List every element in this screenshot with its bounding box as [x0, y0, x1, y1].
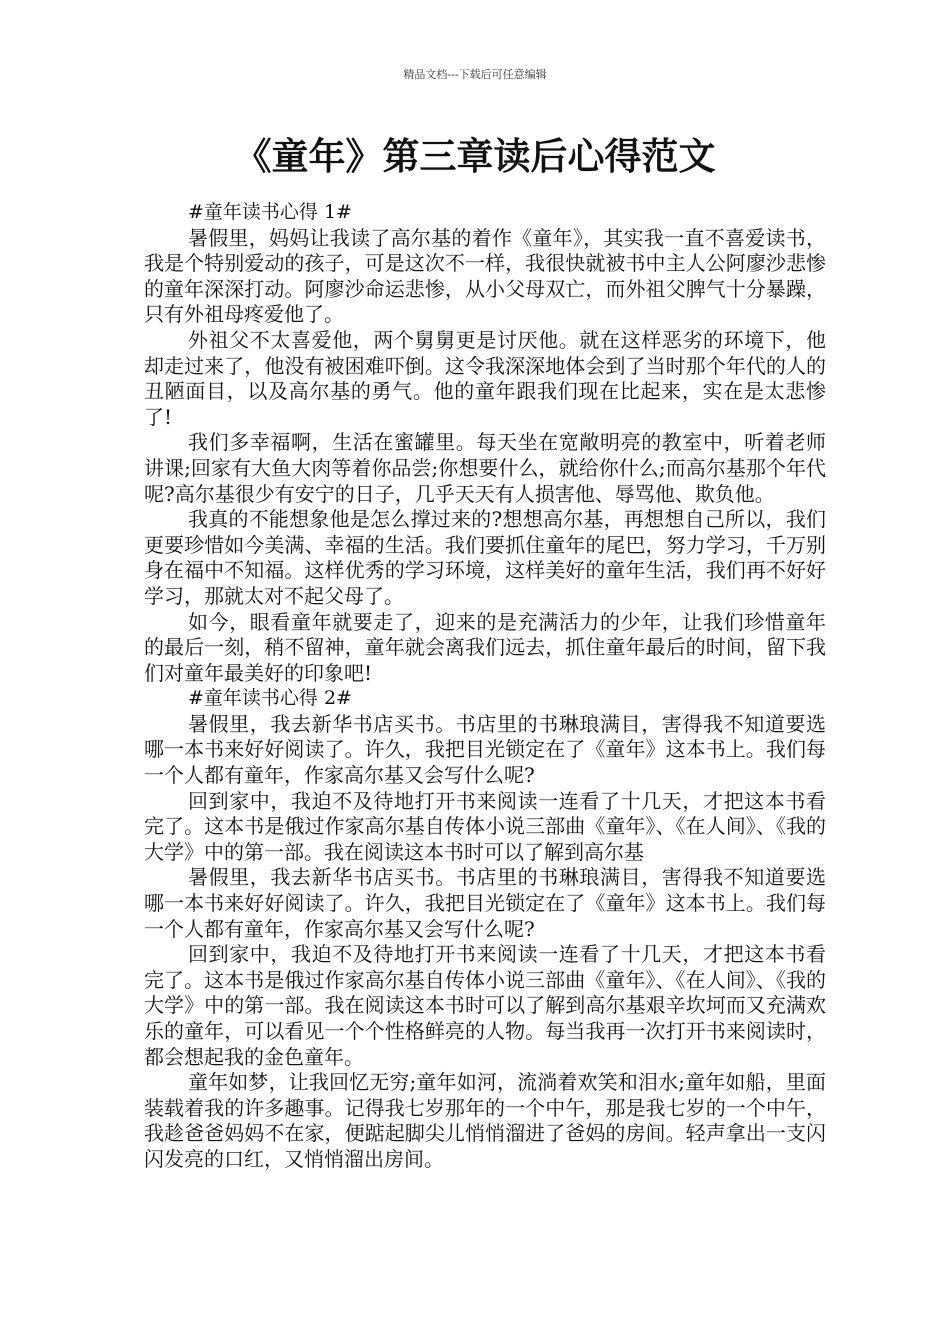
document-title: 《童年》第三章读后心得范文: [234, 135, 716, 178]
section-heading-2: #童年读书心得 2#: [188, 687, 352, 710]
paragraph: 暑假里，我去新华书店买书。书店里的书琳琅满目，害得我不知道要选哪一本书来好好阅读了。许久，我把目光锁定在了《童年》这本书上。我们每一个人都有童年，作家高尔基又会写什么呢?: [144, 865, 826, 941]
paragraph: 童年如梦，让我回忆无穷;童年如河，流淌着欢笑和泪水;童年如船，里面装载着我的许多趣事。记得我七岁那年的一个中午，那是我七岁的一个中午，我趁爸爸妈妈不在家，便踮起脚尖儿悄悄溜进了爸妈的房间。轻声拿出一支闪闪发亮的口红，又悄悄溜出房间。: [144, 1070, 826, 1171]
paragraph: 暑假里，我去新华书店买书。书店里的书琳琅满目，害得我不知道要选哪一本书来好好阅读了。许久，我把目光锁定在了《童年》这本书上。我们每一个人都有童年，作家高尔基又会写什么呢?: [144, 711, 826, 788]
page-header: 精品文档---下载后可任意编辑: [403, 68, 547, 81]
paragraph: 回到家中，我迫不及待地打开书来阅读一连看了十几天，才把这本书看完了。这本书是俄过作家高尔基自传体小说三部曲《童年》、《在人间》、《我的大学》中的第一部。我在阅读这本书时可以了解到高尔基: [144, 788, 826, 864]
paragraph: 暑假里，妈妈让我读了高尔基的着作《童年》，其实我一直不喜爱读书，我是个特别爱动的孩子，可是这次不一样，我很快就被书中主人公阿廖沙悲惨的童年深深打动。阿廖沙命运悲惨，从小父母双亡，而外祖父脾气十分暴躁，只有外祖母疼爱他了。: [144, 225, 826, 327]
paragraph: 回到家中，我迫不及待地打开书来阅读一连看了十几天，才把这本书看完了。这本书是俄过作家高尔基自传体小说三部曲《童年》、《在人间》、《我的大学》中的第一部。我在阅读这本书时可以了解到高尔基艰辛坎坷而又充满欢乐的童年，可以看见一个个性格鲜亮的人物。每当我再一次打开书来阅读时，都会想起我的金色童年。: [144, 942, 826, 1069]
section-heading-1: #童年读书心得 1#: [188, 201, 352, 223]
paragraph: 我真的不能想象他是怎么撑过来的?想想高尔基，再想想自己所以，我们更要珍惜如今美满、幸福的生活。我们要抓住童年的尾巴，努力学习，千万别身在福中不知福。这样优秀的学习环境，这样美好的童年生活，我们再不好好学习，那就太对不起父母了。: [144, 507, 826, 608]
paragraph: 如今，眼看童年就要走了，迎来的是充满活力的少年，让我们珍惜童年的最后一刻，稍不留神，童年就会离我们远去，抓住童年最后的时间，留下我们对童年最美好的印象吧!: [144, 609, 826, 685]
paragraph: 外祖父不太喜爱他，两个舅舅更是讨厌他。就在这样恶劣的环境下，他却走过来了，他没有被困难吓倒。这令我深深地体会到了当时那个年代的人的丑陋面目，以及高尔基的勇气。他的童年跟我们现在比起来，实在是太悲惨了!: [144, 327, 826, 429]
paragraph: 我们多幸福啊，生活在蜜罐里。每天坐在宽敞明亮的教室中，听着老师讲课;回家有大鱼大肉等着你品尝;你想要什么，就给你什么;而高尔基那个年代呢?高尔基很少有安宁的日子，几乎天天有人损害他、辱骂他、欺负他。: [144, 430, 826, 506]
document-body: [144, 200, 826, 1173]
